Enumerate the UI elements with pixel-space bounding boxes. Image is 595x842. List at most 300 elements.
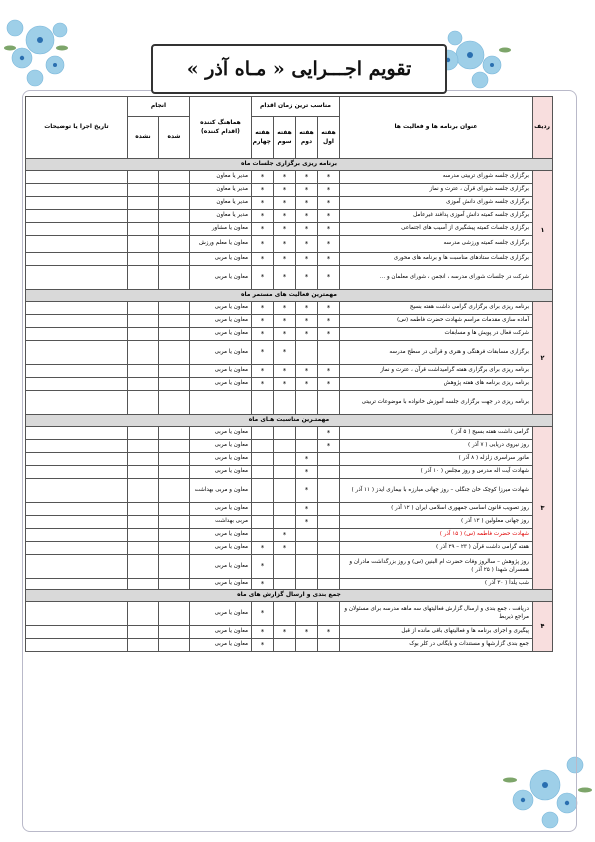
- coordinator-cell: معاون و مربی بهداشت: [189, 479, 251, 503]
- section-title: برنامه ریزی برگزاری جلسات ماه: [25, 159, 552, 171]
- not-done-cell[interactable]: [127, 378, 158, 391]
- done-cell[interactable]: [158, 639, 189, 652]
- week-4-mark: *: [251, 602, 273, 626]
- week-4-mark: *: [251, 210, 273, 223]
- week-2-mark: *: [296, 197, 318, 210]
- week-2-mark: [296, 341, 318, 365]
- week-4-mark: *: [251, 236, 273, 253]
- week-2-mark: [296, 427, 318, 440]
- not-done-cell[interactable]: [127, 253, 158, 266]
- coordinator-cell: معاون یا مربی: [189, 302, 251, 315]
- calendar-body: [25, 159, 552, 652]
- week-3-mark: [274, 602, 296, 626]
- table-row: [25, 197, 552, 210]
- week-1-mark: *: [318, 315, 340, 328]
- table-row: [25, 315, 552, 328]
- done-cell[interactable]: [158, 579, 189, 590]
- week-4-mark: *: [251, 266, 273, 290]
- date-notes-cell[interactable]: [25, 253, 127, 266]
- done-cell[interactable]: [158, 626, 189, 639]
- date-notes-cell[interactable]: [25, 639, 127, 652]
- week-3-mark: [274, 453, 296, 466]
- activity-cell: روز جهانی معلولین ( ۱۳ آذر ): [340, 516, 533, 529]
- table-row: [25, 171, 552, 184]
- week-3-mark: *: [274, 253, 296, 266]
- coordinator-cell: معاون یا معلم ورزش: [189, 236, 251, 253]
- coordinator-cell: مدیر یا معاون: [189, 184, 251, 197]
- table-row: [25, 341, 552, 365]
- done-cell[interactable]: [158, 266, 189, 290]
- done-cell[interactable]: [158, 453, 189, 466]
- coordinator-cell: معاون یا مربی: [189, 341, 251, 365]
- not-done-cell[interactable]: [127, 626, 158, 639]
- coordinator-cell: مدیر یا معاون: [189, 197, 251, 210]
- done-cell[interactable]: [158, 328, 189, 341]
- coordinator-cell: [189, 391, 251, 415]
- section-number: ۲: [533, 302, 553, 415]
- table-row: [25, 223, 552, 236]
- header-week-3: هفته سوم: [274, 117, 296, 159]
- not-done-cell[interactable]: [127, 503, 158, 516]
- header-week-4: هفته چهارم: [251, 117, 273, 159]
- done-cell[interactable]: [158, 315, 189, 328]
- not-done-cell[interactable]: [127, 466, 158, 479]
- not-done-cell[interactable]: [127, 236, 158, 253]
- activity-cell: برنامه ریزی برنامه های هفته پژوهش: [340, 378, 533, 391]
- date-notes-cell[interactable]: [25, 302, 127, 315]
- table-row: [25, 378, 552, 391]
- not-done-cell[interactable]: [127, 579, 158, 590]
- coordinator-cell: معاون یا مربی: [189, 365, 251, 378]
- week-3-mark: [274, 503, 296, 516]
- not-done-cell[interactable]: [127, 602, 158, 626]
- activity-cell: برگزاری جلسه شورای دانش آموزی: [340, 197, 533, 210]
- week-1-mark: [318, 516, 340, 529]
- week-4-mark: [251, 453, 273, 466]
- done-cell[interactable]: [158, 555, 189, 579]
- activity-cell: پیگیری و اجرای برنامه ها و فعالیتهای باقی مانده از قبل: [340, 626, 533, 639]
- week-2-mark: *: [296, 210, 318, 223]
- date-notes-cell[interactable]: [25, 197, 127, 210]
- week-1-mark: *: [318, 266, 340, 290]
- coordinator-cell: معاون یا مربی: [189, 555, 251, 579]
- week-1-mark: [318, 479, 340, 503]
- week-1-mark: [318, 503, 340, 516]
- date-notes-cell[interactable]: [25, 328, 127, 341]
- date-notes-cell[interactable]: [25, 427, 127, 440]
- table-row: [25, 427, 552, 440]
- week-2-mark: *: [296, 315, 318, 328]
- not-done-cell[interactable]: [127, 391, 158, 415]
- table-row: [25, 466, 552, 479]
- header-timing: مناسب ترین زمان اقدام: [251, 97, 339, 117]
- week-1-mark: *: [318, 378, 340, 391]
- week-1-mark: *: [318, 171, 340, 184]
- table-row: [25, 639, 552, 652]
- not-done-cell[interactable]: [127, 341, 158, 365]
- week-2-mark: *: [296, 236, 318, 253]
- activity-cell: برگزاری جلسات کمیته پیشگیری از آسیب های اجتماعی: [340, 223, 533, 236]
- date-notes-cell[interactable]: [25, 391, 127, 415]
- done-cell[interactable]: [158, 516, 189, 529]
- activity-cell: برگزاری جلسه کمیته ورزشی مدرسه: [340, 236, 533, 253]
- week-2-mark: [296, 602, 318, 626]
- date-notes-cell[interactable]: [25, 503, 127, 516]
- not-done-cell[interactable]: [127, 223, 158, 236]
- done-cell[interactable]: [158, 542, 189, 555]
- activity-cell: روز نیروی دریایی ( ۷ آذر ): [340, 440, 533, 453]
- week-3-mark: *: [274, 171, 296, 184]
- date-notes-cell[interactable]: [25, 579, 127, 590]
- header-week-1: هفته اول: [318, 117, 340, 159]
- coordinator-cell: معاون یا مربی: [189, 315, 251, 328]
- week-2-mark: *: [296, 365, 318, 378]
- week-4-mark: *: [251, 639, 273, 652]
- table-row: [25, 479, 552, 503]
- done-cell[interactable]: [158, 184, 189, 197]
- week-1-mark: *: [318, 223, 340, 236]
- table-row: [25, 529, 552, 542]
- activity-cell: آماده سازی مقدمات مراسم شهادت حضرت فاطمه (س): [340, 315, 533, 328]
- table-row: [25, 266, 552, 290]
- week-2-mark: [296, 391, 318, 415]
- date-notes-cell[interactable]: [25, 210, 127, 223]
- coordinator-cell: معاون یا مربی: [189, 529, 251, 542]
- coordinator-cell: معاون یا مربی: [189, 602, 251, 626]
- done-cell[interactable]: [158, 466, 189, 479]
- date-notes-cell[interactable]: [25, 479, 127, 503]
- week-3-mark: [274, 466, 296, 479]
- week-4-mark: [251, 479, 273, 503]
- week-3-mark: [274, 579, 296, 590]
- section-number: ۴: [533, 602, 553, 652]
- coordinator-cell: معاون یا مربی: [189, 453, 251, 466]
- activity-cell: شب یلدا ( ۳۰ آذر ): [340, 579, 533, 590]
- not-done-cell[interactable]: [127, 197, 158, 210]
- not-done-cell[interactable]: [127, 479, 158, 503]
- activity-cell: شهادت آیت اله مدرس و روز مجلس ( ۱۰ آذر ): [340, 466, 533, 479]
- done-cell[interactable]: [158, 479, 189, 503]
- week-3-mark: *: [274, 328, 296, 341]
- week-2-mark: [296, 555, 318, 579]
- done-cell[interactable]: [158, 253, 189, 266]
- header-week-2: هفته دوم: [296, 117, 318, 159]
- section-header-row: [25, 590, 552, 602]
- not-done-cell[interactable]: [127, 427, 158, 440]
- week-1-mark: *: [318, 427, 340, 440]
- week-1-mark: [318, 453, 340, 466]
- table-row: [25, 391, 552, 415]
- week-4-mark: *: [251, 341, 273, 365]
- week-4-mark: *: [251, 542, 273, 555]
- coordinator-cell: معاون یا مربی: [189, 253, 251, 266]
- activity-cell: برنامه ریزی برای برگزاری هفته گرامیداشت قرآن ، عترت و نماز: [340, 365, 533, 378]
- done-cell[interactable]: [158, 378, 189, 391]
- date-notes-cell[interactable]: [25, 365, 127, 378]
- not-done-cell[interactable]: [127, 210, 158, 223]
- date-notes-cell[interactable]: [25, 266, 127, 290]
- coordinator-cell: معاون یا مربی: [189, 440, 251, 453]
- week-3-mark: *: [274, 266, 296, 290]
- section-number: ۱: [533, 171, 553, 290]
- activity-cell: برگزاری جلسه کمیته دانش آموزی پدافند غیرعامل: [340, 210, 533, 223]
- not-done-cell[interactable]: [127, 453, 158, 466]
- activity-cell: برنامه ریزی برای برگزاری گرامی داشت هفته بسیج: [340, 302, 533, 315]
- activity-cell: مانور سراسری زلزله ( ۸ آذر ): [340, 453, 533, 466]
- week-3-mark: *: [274, 223, 296, 236]
- done-cell[interactable]: [158, 427, 189, 440]
- coordinator-cell: مربی بهداشت: [189, 516, 251, 529]
- week-1-mark: [318, 602, 340, 626]
- table-row: [25, 503, 552, 516]
- header-not-done: نشده: [127, 117, 158, 159]
- not-done-cell[interactable]: [127, 302, 158, 315]
- table-row: [25, 210, 552, 223]
- table-row: [25, 542, 552, 555]
- table-row: [25, 328, 552, 341]
- coordinator-cell: معاون یا مربی: [189, 266, 251, 290]
- table-row: [25, 579, 552, 590]
- coordinator-cell: معاون یا مربی: [189, 378, 251, 391]
- section-title: مهمترین فعالیت های مستمر ماه: [25, 290, 552, 302]
- done-cell[interactable]: [158, 440, 189, 453]
- week-2-mark: *: [296, 266, 318, 290]
- week-2-mark: [296, 440, 318, 453]
- done-cell[interactable]: [158, 236, 189, 253]
- week-1-mark: *: [318, 197, 340, 210]
- week-4-mark: *: [251, 302, 273, 315]
- table-row: [25, 555, 552, 579]
- week-4-mark: [251, 503, 273, 516]
- week-1-mark: *: [318, 184, 340, 197]
- week-2-mark: [296, 542, 318, 555]
- not-done-cell[interactable]: [127, 639, 158, 652]
- date-notes-cell[interactable]: [25, 440, 127, 453]
- page-title: تقویم اجـــرایی « مـاه آذر »: [151, 44, 447, 94]
- coordinator-cell: معاون یا مشاور: [189, 223, 251, 236]
- done-cell[interactable]: [158, 341, 189, 365]
- not-done-cell[interactable]: [127, 315, 158, 328]
- section-header-row: [25, 290, 552, 302]
- date-notes-cell[interactable]: [25, 626, 127, 639]
- week-1-mark: *: [318, 302, 340, 315]
- done-cell[interactable]: [158, 223, 189, 236]
- activity-cell: برگزاری جلسه شورای تربیتی مدرسه: [340, 171, 533, 184]
- coordinator-cell: معاون یا مربی: [189, 466, 251, 479]
- not-done-cell[interactable]: [127, 516, 158, 529]
- week-4-mark: *: [251, 579, 273, 590]
- table-row: [25, 453, 552, 466]
- date-notes-cell[interactable]: [25, 542, 127, 555]
- date-notes-cell[interactable]: [25, 184, 127, 197]
- activity-cell: شهادت حضرت فاطمه (س) ( ۱۵ آذر ): [340, 529, 533, 542]
- week-2-mark: *: [296, 223, 318, 236]
- week-3-mark: *: [274, 184, 296, 197]
- section-title: جمع بندی و ارسال گزارش های ماه: [25, 590, 552, 602]
- not-done-cell[interactable]: [127, 184, 158, 197]
- activity-cell: روز تصویب قانون اساسی جمهوری اسلامی ایران ( ۱۲ آذر ): [340, 503, 533, 516]
- date-notes-cell[interactable]: [25, 223, 127, 236]
- activity-cell: جمع بندی گزارشها و مستندات و بایگانی در کلر بوک: [340, 639, 533, 652]
- week-2-mark: [296, 529, 318, 542]
- week-1-mark: [318, 466, 340, 479]
- not-done-cell[interactable]: [127, 365, 158, 378]
- week-3-mark: *: [274, 378, 296, 391]
- date-notes-cell[interactable]: [25, 378, 127, 391]
- week-4-mark: *: [251, 253, 273, 266]
- week-2-mark: *: [296, 378, 318, 391]
- date-notes-cell[interactable]: [25, 453, 127, 466]
- week-2-mark: [296, 579, 318, 590]
- section-title: مهمتـرین مناسبت هـای ماه: [25, 415, 552, 427]
- activity-cell: هفته گرامی داشت قرآن ( ۲۳ – ۲۹ آذر ): [340, 542, 533, 555]
- not-done-cell[interactable]: [127, 171, 158, 184]
- week-4-mark: *: [251, 197, 273, 210]
- activity-cell: دریافت ، جمع بندی و ارسال گزارش فعالیتهای سه ماهه مدرسه برای مسئولان و مراجع ذیربط: [340, 602, 533, 626]
- week-3-mark: *: [274, 302, 296, 315]
- week-4-mark: [251, 516, 273, 529]
- date-notes-cell[interactable]: [25, 529, 127, 542]
- week-1-mark: [318, 542, 340, 555]
- week-4-mark: [251, 391, 273, 415]
- done-cell[interactable]: [158, 391, 189, 415]
- week-1-mark: [318, 555, 340, 579]
- coordinator-cell: معاون یا مربی: [189, 579, 251, 590]
- coordinator-cell: معاون یا مربی: [189, 542, 251, 555]
- week-4-mark: *: [251, 365, 273, 378]
- week-1-mark: *: [318, 365, 340, 378]
- date-notes-cell[interactable]: [25, 171, 127, 184]
- activity-cell: شهادت میرزا کوچک خان جنگلی – روز جهانی مبارزه با بیماری ایدز ( ۱۱ آذر ): [340, 479, 533, 503]
- week-3-mark: *: [274, 529, 296, 542]
- section-header-row: [25, 159, 552, 171]
- table-row: [25, 626, 552, 639]
- week-1-mark: [318, 529, 340, 542]
- table-row: [25, 440, 552, 453]
- week-1-mark: *: [318, 253, 340, 266]
- done-cell[interactable]: [158, 197, 189, 210]
- not-done-cell[interactable]: [127, 555, 158, 579]
- activity-cell: روز پژوهش – سالروز وفات حضرت ام البنین (س) و روز بزرگداشت مادران و همسران شهدا ( ۲۵ آذر ): [340, 555, 533, 579]
- week-4-mark: *: [251, 555, 273, 579]
- activity-cell: برگزاری جلسه شورای قرآن ، عترت و نماز: [340, 184, 533, 197]
- table-row: [25, 516, 552, 529]
- flower-decoration-top-left: [0, 0, 80, 100]
- week-3-mark: [274, 639, 296, 652]
- week-3-mark: *: [274, 542, 296, 555]
- activity-cell: برنامه ریزی در جهت برگزاری جلسه آموزش خانواده با موضوعات تربیتی: [340, 391, 533, 415]
- date-notes-cell[interactable]: [25, 236, 127, 253]
- header-done-group: انجام: [127, 97, 189, 117]
- not-done-cell[interactable]: [127, 529, 158, 542]
- done-cell[interactable]: [158, 171, 189, 184]
- week-3-mark: *: [274, 626, 296, 639]
- date-notes-cell[interactable]: [25, 602, 127, 626]
- week-2-mark: *: [296, 453, 318, 466]
- week-2-mark: *: [296, 184, 318, 197]
- week-4-mark: *: [251, 378, 273, 391]
- not-done-cell[interactable]: [127, 440, 158, 453]
- header-done: شده: [158, 117, 189, 159]
- week-1-mark: *: [318, 626, 340, 639]
- week-2-mark: *: [296, 626, 318, 639]
- week-1-mark: *: [318, 328, 340, 341]
- table-row: [25, 365, 552, 378]
- week-4-mark: *: [251, 626, 273, 639]
- week-3-mark: *: [274, 365, 296, 378]
- date-notes-cell[interactable]: [25, 341, 127, 365]
- table-row: [25, 184, 552, 197]
- header-activity: عنوان برنامه ها و فعالیت ها: [340, 97, 533, 159]
- week-1-mark: [318, 341, 340, 365]
- week-1-mark: *: [318, 236, 340, 253]
- calendar-table-wrapper: [26, 96, 553, 652]
- week-3-mark: [274, 555, 296, 579]
- week-2-mark: *: [296, 479, 318, 503]
- date-notes-cell[interactable]: [25, 555, 127, 579]
- activity-cell: برگزاری جلسات ستادهای مناسبت ها و برنامه های محوری: [340, 253, 533, 266]
- done-cell[interactable]: [158, 602, 189, 626]
- activity-cell: برگزاری مسابقات فرهنگی و هنری و قرآنی در سطح مدرسه: [340, 341, 533, 365]
- week-1-mark: [318, 579, 340, 590]
- not-done-cell[interactable]: [127, 542, 158, 555]
- table-row: [25, 236, 552, 253]
- week-2-mark: *: [296, 516, 318, 529]
- header-coordinator: هماهنگ کننده (اقدام کننده): [189, 97, 251, 159]
- done-cell[interactable]: [158, 210, 189, 223]
- week-1-mark: [318, 391, 340, 415]
- activity-cell: گرامی داشت هفته بسیج ( ۵ آذر ): [340, 427, 533, 440]
- week-4-mark: [251, 440, 273, 453]
- section-header-row: [25, 415, 552, 427]
- table-row: [25, 302, 552, 315]
- week-2-mark: [296, 639, 318, 652]
- date-notes-cell[interactable]: [25, 516, 127, 529]
- header-row-number: ردیف: [533, 97, 553, 159]
- not-done-cell[interactable]: [127, 328, 158, 341]
- week-2-mark: *: [296, 328, 318, 341]
- done-cell[interactable]: [158, 503, 189, 516]
- week-3-mark: [274, 516, 296, 529]
- week-4-mark: *: [251, 171, 273, 184]
- done-cell[interactable]: [158, 302, 189, 315]
- week-4-mark: [251, 529, 273, 542]
- week-3-mark: *: [274, 210, 296, 223]
- coordinator-cell: مدیر یا معاون: [189, 210, 251, 223]
- not-done-cell[interactable]: [127, 266, 158, 290]
- week-4-mark: *: [251, 184, 273, 197]
- coordinator-cell: معاون یا مربی: [189, 639, 251, 652]
- done-cell[interactable]: [158, 529, 189, 542]
- date-notes-cell[interactable]: [25, 466, 127, 479]
- week-2-mark: *: [296, 466, 318, 479]
- week-4-mark: [251, 427, 273, 440]
- week-3-mark: *: [274, 236, 296, 253]
- coordinator-cell: معاون یا مربی: [189, 427, 251, 440]
- done-cell[interactable]: [158, 365, 189, 378]
- coordinator-cell: معاون یا مربی: [189, 328, 251, 341]
- week-2-mark: *: [296, 171, 318, 184]
- week-3-mark: *: [274, 315, 296, 328]
- week-1-mark: [318, 639, 340, 652]
- date-notes-cell[interactable]: [25, 315, 127, 328]
- week-3-mark: *: [274, 341, 296, 365]
- week-1-mark: *: [318, 210, 340, 223]
- week-2-mark: *: [296, 503, 318, 516]
- week-4-mark: *: [251, 315, 273, 328]
- activity-cell: شرکت فعال در پویش ها و مسابقات: [340, 328, 533, 341]
- section-number: ۳: [533, 427, 553, 590]
